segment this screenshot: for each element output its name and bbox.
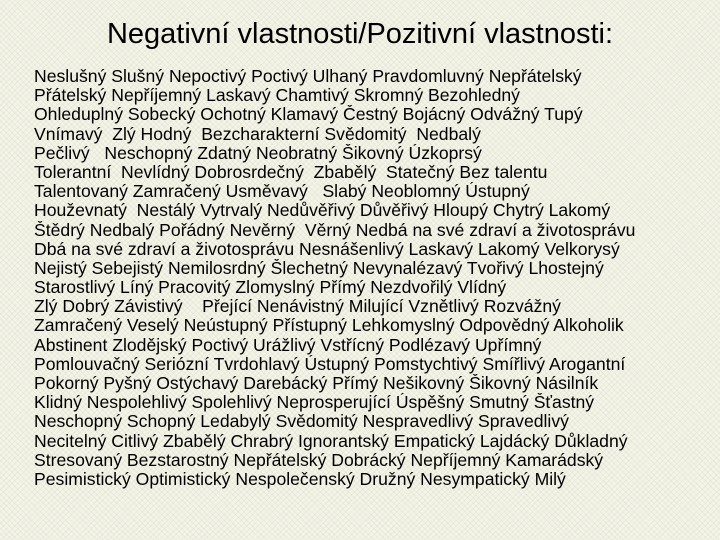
word-line: Přátelský Nepříjemný Laskavý Chamtivý Skromný Bezohledný	[34, 86, 520, 106]
word-line: Talentovaný Zamračený Usměvavý Slabý Neoblomný Ústupný	[34, 182, 530, 202]
word-line: Pokorný Pyšný Ostýchavý Darebácký Přímý Nešikovný Šikovný Násilník	[34, 374, 599, 393]
word-line: Tolerantní Nevlídný Dobrosrdečný Zbabělý Statečný Bez talentu	[34, 162, 548, 182]
word-line: Houževnatý Nestálý Vytrvalý Nedůvěřivý Důvěřivý Hloupý Chytrý Lakomý	[34, 201, 611, 221]
word-line: Ohleduplný Sobecký Ochotný Klamavý Čestný Bojácný Odvážný Tupý	[34, 105, 583, 125]
word-line: Pečlivý Neschopný Zdatný Neobratný Šikovný Úzkoprsý	[34, 143, 482, 163]
word-line: Dbá na své zdraví a životosprávu Nesnášenlivý Laskavý Lakomý Velkorysý	[34, 239, 620, 259]
word-line: Zlý Dobrý Závistivý Přející Nenávistný Milující Vznětlivý Rozvážný	[34, 297, 561, 317]
word-line: Neslušný Slušný Nepoctivý Poctivý Ulhaný Pravdomluvný Nepřátelský	[34, 67, 582, 86]
word-line: Pomlouvačný Seriózní Tvrdohlavý Ústupný Pomstychtivý Smířlivý Arogantní	[34, 354, 626, 374]
word-line: Klidný Nespolehlivý Spolehlivý Neprosperující Úspěšný Smutný Šťastný	[34, 393, 595, 413]
word-line: Necitelný Citlivý Zbabělý Chrabrý Ignorantský Empatický Lajdácký Důkladný	[34, 431, 628, 451]
word-line: Zamračený Veselý Neústupný Přístupný Lehkomyslný Odpovědný Alkoholik	[34, 316, 624, 336]
word-line: Pesimistický Optimistický Nespolečenský Družný Nesympatický Milý	[34, 469, 566, 489]
word-line: Štědrý Nedbalý Pořádný Nevěrný Věrný Nedbá na své zdraví a životosprávu	[34, 220, 636, 240]
word-line: Abstinent Zlodějský Poctivý Urážlivý Vstřícný Podlézavý Upřímný	[34, 335, 542, 355]
word-line: Starostlivý Líný Pracovitý Zlomyslný Přímý Nezdvořilý Vlídný	[34, 278, 507, 298]
word-line: Stresovaný Bezstarostný Nepřátelský Dobrácký Nepříjemný Kamarádský	[34, 450, 604, 470]
word-line: Neschopný Schopný Ledabylý Svědomitý Nespravedlivý Spravedlivý	[34, 412, 569, 432]
word-line: Vnímavý Zlý Hodný Bezcharakterní Svědomitý Nedbalý	[34, 124, 481, 144]
word-line: Nejistý Sebejistý Nemilosrdný Šlechetný Nevynalézavý Tvořivý Lhostejný	[34, 258, 604, 278]
slide-title: Negativní vlastnosti/Pozitivní vlastnosti:	[106, 18, 614, 50]
word-list	[34, 67, 720, 489]
